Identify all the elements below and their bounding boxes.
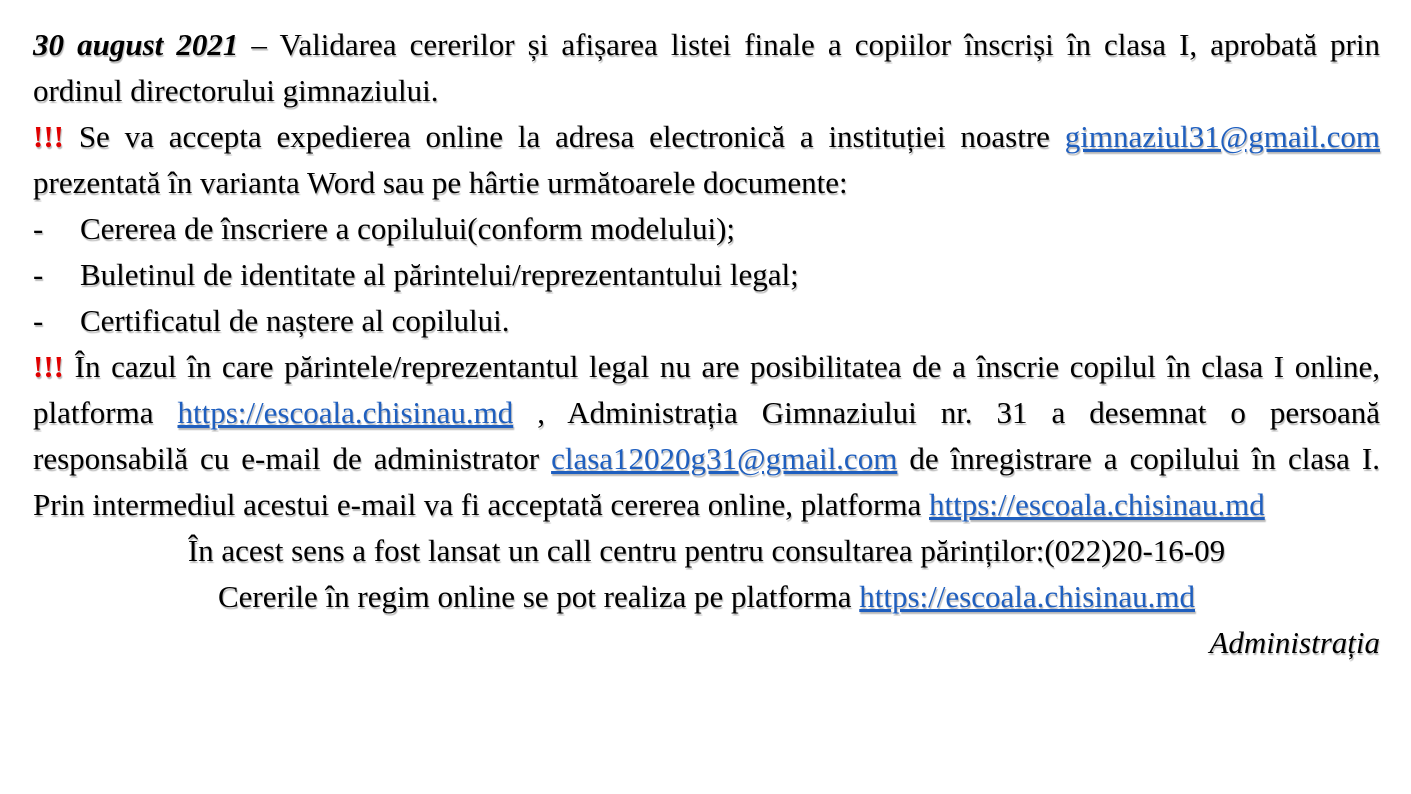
alternative-text-2: , Administrația Gimnaziului nr. 31 a desemnat o persoană responsabilă cu e-mail de administrator	[33, 395, 1380, 476]
documents-list	[33, 206, 1380, 344]
online-requests-text: Cererile în regim online se pot realiza pe platforma	[217, 579, 860, 614]
announcement	[33, 22, 1380, 666]
exclamation-mark: !!!	[33, 349, 64, 384]
list-dash: -	[33, 303, 44, 338]
call-center-line: În acest sens a fost lansat un call centru pentru consultarea părinților:(022)20-16-09	[187, 533, 1226, 568]
paragraph-alternative	[33, 344, 1380, 528]
platform-link[interactable]: https://escoala.chisinau.md	[177, 395, 514, 430]
paragraph-online-submission	[33, 114, 1380, 206]
date-heading: 30 august 2021	[33, 27, 239, 62]
submission-text-after: prezentată în varianta Word sau pe hârtie următoarele documente:	[33, 165, 848, 200]
online-requests-line	[33, 574, 1380, 620]
list-item-text: Certificatul de naștere al copilului.	[80, 303, 510, 338]
list-dash: -	[33, 211, 44, 246]
list-item-text: Cererea de înscriere a copilului(conform modelului);	[80, 211, 736, 246]
list-dash: -	[33, 257, 44, 292]
list-item	[33, 298, 1380, 344]
submission-text-before: Se va accepta expedierea online la adresa electronică a instituției noastre	[63, 119, 1065, 154]
signature: Administrația	[1209, 625, 1380, 660]
admin-email-link[interactable]: clasa12020g31@gmail.com	[551, 441, 898, 476]
list-item-text: Buletinul de identitate al părintelui/reprezentantului legal;	[80, 257, 799, 292]
platform-link[interactable]: https://escoala.chisinau.md	[929, 487, 1265, 522]
list-item	[33, 252, 1380, 298]
list-item	[33, 206, 1380, 252]
platform-link[interactable]: https://escoala.chisinau.md	[859, 579, 1196, 614]
school-email-link[interactable]: gimnaziul31@gmail.com	[1064, 119, 1380, 154]
paragraph-validation	[33, 22, 1380, 114]
exclamation-mark: !!!	[33, 119, 64, 154]
alternative-text-1: În cazul în care părintele/reprezentantul legal nu are posibilitatea de a înscrie copilul în clasa I online, platforma	[33, 349, 1380, 430]
validation-text: – Validarea cererilor și afișarea listei finale a copiilor înscriși în clasa I, aprobată prin ordinul directorului gimnaziului.	[33, 27, 1380, 108]
alternative-text-3: de înregistrare a copilului în clasa I. Prin intermediul acestui e-mail va fi acceptată cererea online, platforma	[33, 441, 1380, 522]
